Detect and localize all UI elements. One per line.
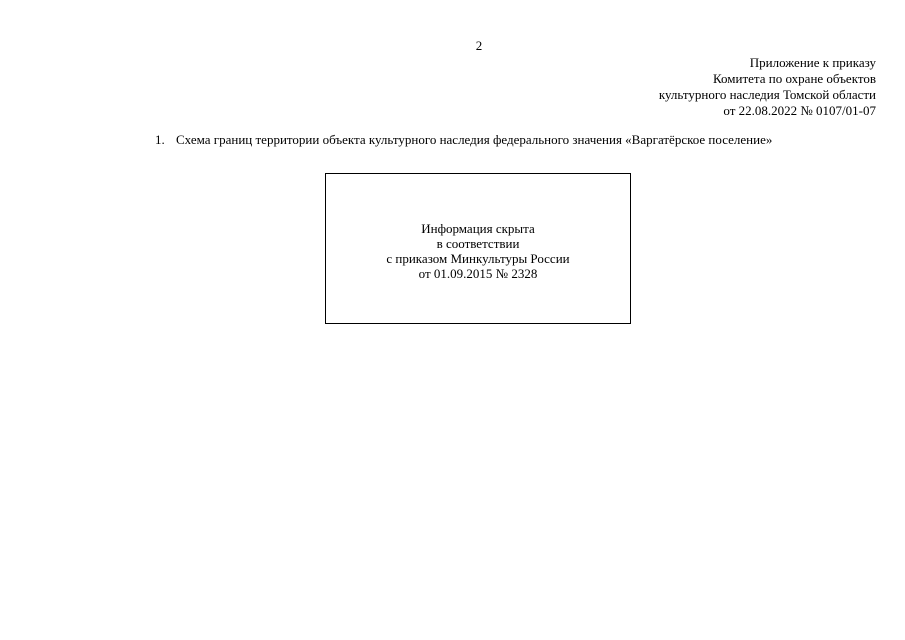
appendix-header (659, 55, 876, 119)
hidden-info-line-4: от 01.09.2015 № 2328 (418, 266, 538, 281)
list-item-number: 1. (155, 132, 165, 147)
hidden-info-frame (325, 173, 631, 324)
appendix-header-line-3: культурного наследия Томской области (658, 87, 876, 102)
appendix-header-line-2: Комитета по охране объектов (713, 71, 876, 86)
hidden-info-line-1: Информация скрыта (421, 221, 535, 236)
page-number: 2 (475, 38, 483, 53)
list-item-text: Схема границ территории объекта культурного наследия федерального значения «Варгатёрское поселение» (176, 132, 773, 147)
hidden-info-line-2: в соответствии (436, 236, 520, 251)
appendix-header-line-1: Приложение к приказу (749, 55, 876, 70)
hidden-info-line-3: с приказом Минкультуры России (386, 251, 570, 266)
hidden-info-notice (326, 221, 630, 281)
list-item (155, 132, 772, 148)
appendix-header-line-4: от 22.08.2022 № 0107/01-07 (723, 103, 876, 118)
